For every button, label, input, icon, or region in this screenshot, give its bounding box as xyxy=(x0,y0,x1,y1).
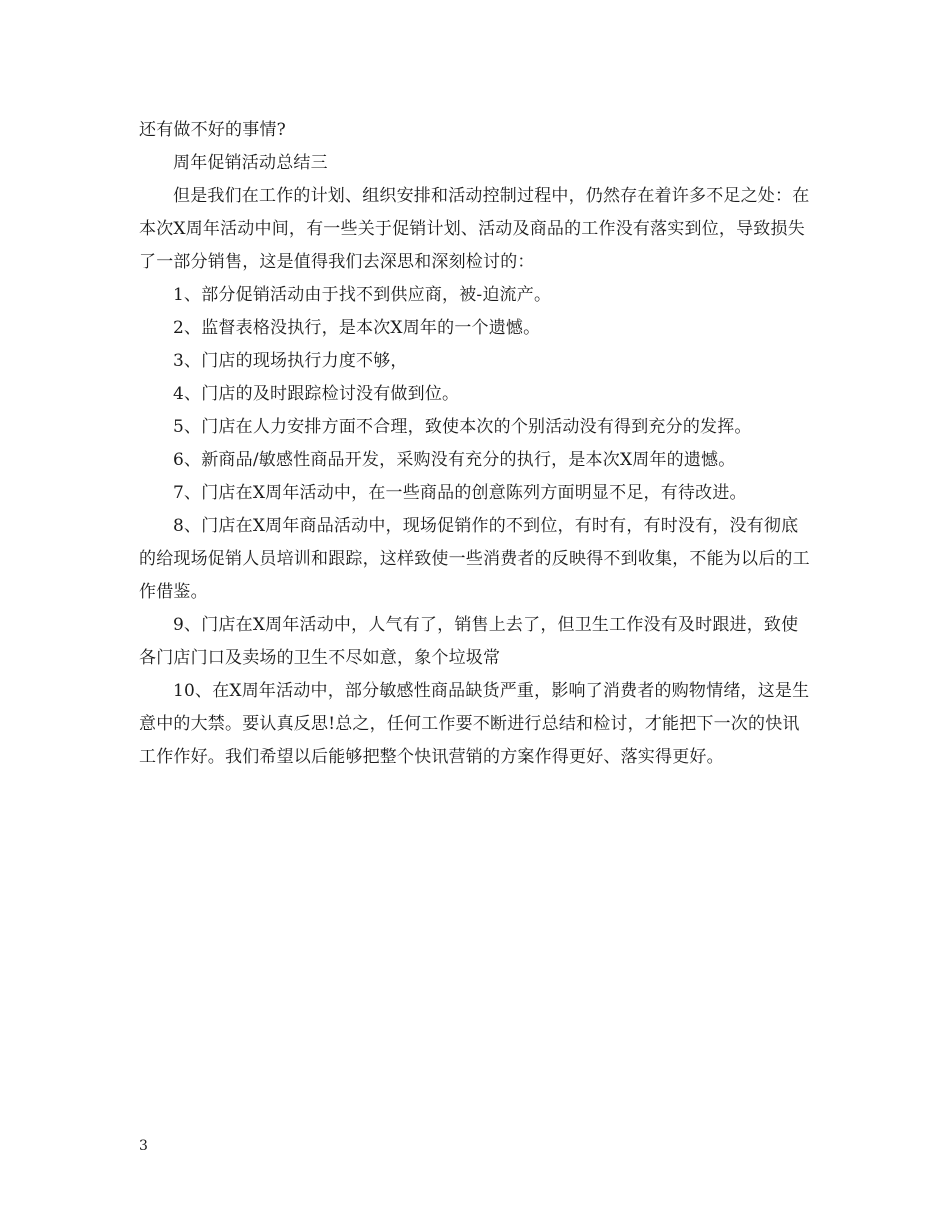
list-item-2: 2、监督表格没执行，是本次X周年的一个遗憾。 xyxy=(173,318,541,338)
paragraph-summary: 但是我们在工作的计划、组织安排和活动控制过程中，仍然存在着许多不足之处：在本次X周年活动中间，有一些关于促销计划、活动及商品的工作没有落实到位，导致损失了一部分销售，这是值得我们去深思和深刻检讨的： xyxy=(139,186,810,272)
list-item-5: 5、门店在人力安排方面不合理，致使本次的个别活动没有得到充分的发挥。 xyxy=(173,417,752,437)
list-item-8: 8、门店在X周年商品活动中，现场促销作的不到位，有时有，有时没有，没有彻底的给现场促销人员培训和跟踪，这样致使一些消费者的反映得不到收集，不能为以后的工作借鉴。 xyxy=(139,516,810,602)
list-item-4: 4、门店的及时跟踪检讨没有做到位。 xyxy=(173,384,460,404)
list-item-9: 9、门店在X周年活动中，人气有了，销售上去了，但卫生工作没有及时跟进，致使各门店门口及卖场的卫生不尽如意，象个垃圾常 xyxy=(139,615,799,668)
list-item-3: 3、门店的现场执行力度不够， xyxy=(173,351,408,371)
section-heading: 周年促销活动总结三 xyxy=(173,153,328,173)
document-body xyxy=(139,114,815,774)
list-item-7: 7、门店在X周年活动中，在一些商品的创意陈列方面明显不足，有待改进。 xyxy=(173,483,747,503)
list-item-10: 10、在X周年活动中，部分敏感性商品缺货严重，影响了消费者的购物情绪，这是生意中的大禁。要认真反思!总之，任何工作要不断进行总结和检讨，才能把下一次的快讯工作作好。我们希望以后能够把整个快讯营销的方案作得更好、落实得更好。 xyxy=(139,681,810,767)
list-item-6: 6、新商品/敏感性商品开发，采购没有充分的执行，是本次X周年的遗憾。 xyxy=(173,450,736,470)
paragraph-intro-continuation: 还有做不好的事情? xyxy=(139,120,286,140)
page-number: 3 xyxy=(139,1138,148,1154)
list-item-1: 1、部分促销活动由于找不到供应商，被-迫流产。 xyxy=(173,285,552,305)
